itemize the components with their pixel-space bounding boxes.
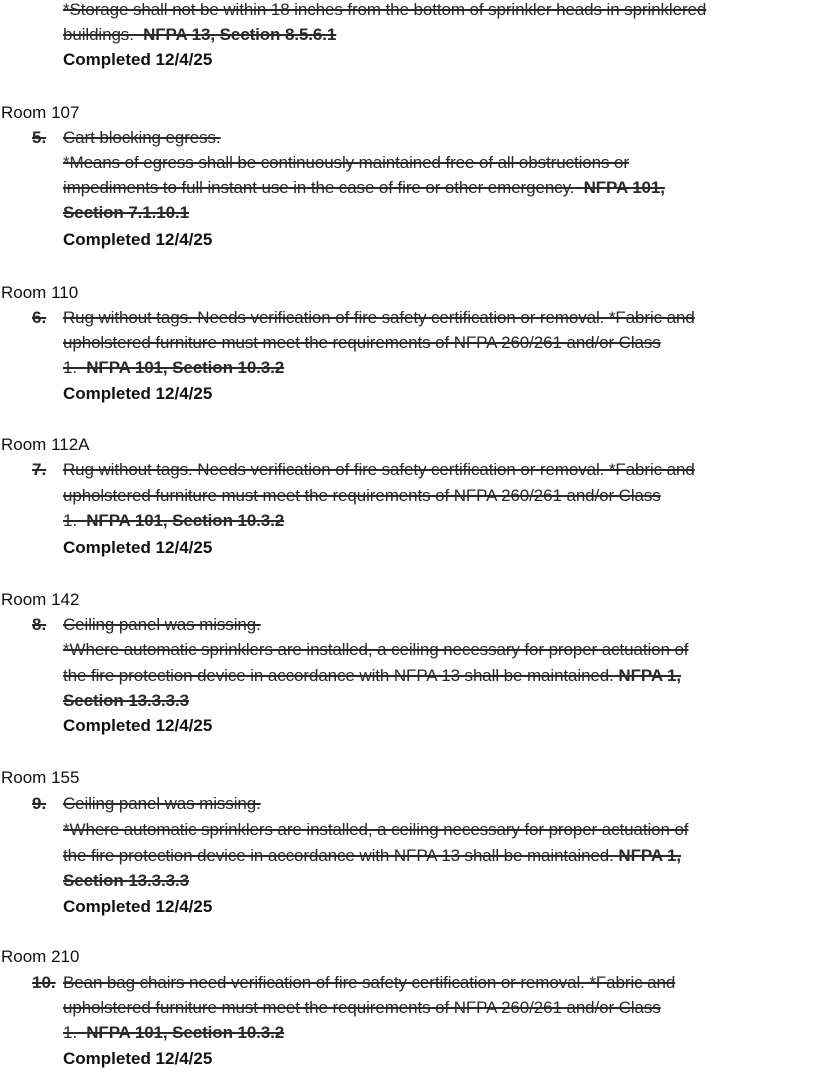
item-number: 5.	[32, 128, 47, 147]
item-text: the fire protection device in accordance with NFPA 13 shall be maintained.	[63, 666, 614, 685]
code-reference: NFPA 1,	[618, 846, 681, 865]
item-description: Rug without tags. Needs verification of fire safety certification or removal. *Fabric and	[63, 460, 695, 479]
item-number: 8.	[32, 615, 47, 634]
code-reference: NFPA 1,	[618, 666, 681, 685]
item-description: Cart blocking egress.	[63, 128, 221, 147]
item-requirement-line	[63, 178, 665, 200]
completed-status: Completed 12/4/25	[63, 230, 213, 249]
code-reference: Section 13.3.3.3	[63, 871, 189, 890]
item-requirement-line	[63, 666, 681, 688]
item-text: the fire protection device in accordance with NFPA 13 shall be maintained.	[63, 846, 614, 865]
code-reference: Section 7.1.10.1	[63, 203, 189, 222]
room-heading: Room 112A	[1, 435, 90, 454]
completed-status: Completed 12/4/25	[63, 716, 213, 735]
item-number: 10.	[32, 973, 56, 992]
item-description: Bean bag chairs need verification of fire safety certification or removal. *Fabric and	[63, 973, 676, 992]
item-requirement-line: *Where automatic sprinklers are installed, a ceiling necessary for proper actuation of	[63, 640, 689, 659]
item-requirement-line: *Means of egress shall be continuously maintained free of all obstructions or	[63, 153, 629, 172]
item-requirement-line	[63, 846, 681, 868]
item-requirement-line: *Storage shall not be within 18 inches from the bottom of sprinkler heads in sprinklered	[63, 0, 707, 19]
item-requirement-line	[63, 358, 284, 380]
item-number: 7.	[32, 460, 47, 479]
room-heading: Room 110	[1, 283, 79, 302]
room-heading: Room 155	[1, 768, 80, 787]
code-reference: NFPA 101, Section 10.3.2	[86, 358, 285, 377]
item-text: impediments to full instant use in the case of fire or other emergency.	[63, 178, 575, 197]
item-text: 1.	[63, 358, 77, 377]
room-heading: Room 142	[1, 590, 80, 609]
code-reference: Section 13.3.3.3	[63, 691, 189, 710]
item-text: buildings.	[63, 25, 134, 44]
item-text: 1.	[63, 1023, 77, 1042]
item-requirement-line: upholstered furniture must meet the requirements of NFPA 260/261 and/or Class	[63, 486, 661, 505]
item-text: 1.	[63, 511, 77, 530]
completed-status: Completed 12/4/25	[63, 50, 213, 69]
code-reference: NFPA 101, Section 10.3.2	[86, 1023, 285, 1042]
item-requirement-line	[63, 1023, 284, 1045]
item-requirement-line: upholstered furniture must meet the requirements of NFPA 260/261 and/or Class	[63, 998, 661, 1017]
item-requirement-line: upholstered furniture must meet the requirements of NFPA 260/261 and/or Class	[63, 333, 661, 352]
item-requirement-line: *Where automatic sprinklers are installed, a ceiling necessary for proper actuation of	[63, 820, 689, 839]
item-description: Ceiling panel was missing.	[63, 794, 261, 813]
code-reference: NFPA 101,	[583, 178, 665, 197]
item-description: Ceiling panel was missing.	[63, 615, 261, 634]
item-requirement-line	[63, 25, 336, 47]
code-reference: NFPA 13, Section 8.5.6.1	[143, 25, 337, 44]
item-number: 9.	[32, 794, 47, 813]
completed-status: Completed 12/4/25	[63, 384, 213, 403]
completed-status: Completed 12/4/25	[63, 1049, 213, 1068]
room-heading: Room 210	[1, 947, 80, 966]
room-heading: Room 107	[1, 103, 80, 122]
code-reference: NFPA 101, Section 10.3.2	[86, 511, 285, 530]
item-requirement-line	[63, 511, 284, 533]
completed-status: Completed 12/4/25	[63, 538, 213, 557]
completed-status: Completed 12/4/25	[63, 897, 213, 916]
item-description: Rug without tags. Needs verification of fire safety certification or removal. *Fabric and	[63, 308, 695, 327]
item-number: 6.	[32, 308, 47, 327]
